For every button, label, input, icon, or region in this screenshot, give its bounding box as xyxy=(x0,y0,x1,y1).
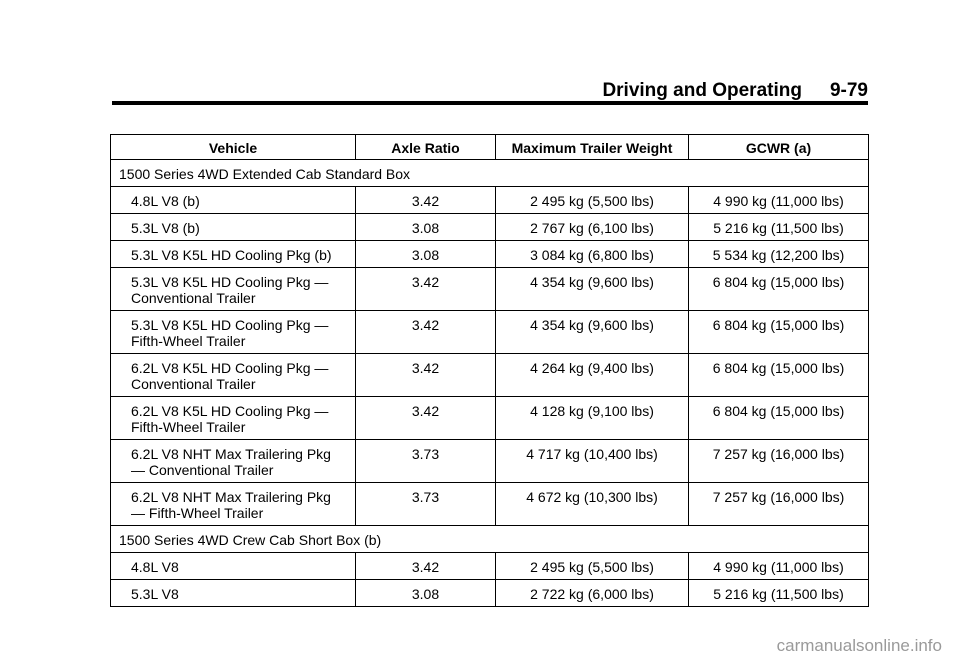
axle-ratio-cell: 3.73 xyxy=(356,440,496,483)
vehicle-cell xyxy=(111,268,356,311)
vehicle-cell xyxy=(111,440,356,483)
vehicle-line: 6.2L V8 K5L HD Cooling Pkg — xyxy=(131,403,329,419)
axle-ratio-cell: 3.08 xyxy=(356,580,496,607)
table-row xyxy=(111,553,869,580)
table-row xyxy=(111,268,869,311)
gcwr-cell: 7 257 kg (16,000 lbs) xyxy=(689,440,869,483)
vehicle-cell xyxy=(111,553,356,580)
header-rule xyxy=(112,101,868,105)
vehicle-cell xyxy=(111,354,356,397)
vehicle-line: 4.8L V8 (b) xyxy=(131,193,200,209)
table-row xyxy=(111,440,869,483)
vehicle-line: 5.3L V8 xyxy=(131,586,179,602)
trailer-weight-table xyxy=(110,134,869,607)
max-trailer-weight-cell: 2 722 kg (6,000 lbs) xyxy=(496,580,689,607)
vehicle-line: 6.2L V8 K5L HD Cooling Pkg — xyxy=(131,360,329,376)
column-header-max-trailer-weight: Maximum Trailer Weight xyxy=(496,135,689,160)
gcwr-cell: 6 804 kg (15,000 lbs) xyxy=(689,311,869,354)
max-trailer-weight-cell: 3 084 kg (6,800 lbs) xyxy=(496,241,689,268)
vehicle-line: 5.3L V8 K5L HD Cooling Pkg (b) xyxy=(131,247,332,263)
gcwr-cell: 5 534 kg (12,200 lbs) xyxy=(689,241,869,268)
max-trailer-weight-cell: 2 495 kg (5,500 lbs) xyxy=(496,553,689,580)
axle-ratio-cell: 3.08 xyxy=(356,214,496,241)
max-trailer-weight-cell: 4 354 kg (9,600 lbs) xyxy=(496,268,689,311)
gcwr-cell: 6 804 kg (15,000 lbs) xyxy=(689,268,869,311)
section-row xyxy=(111,160,869,187)
gcwr-cell: 5 216 kg (11,500 lbs) xyxy=(689,214,869,241)
vehicle-cell xyxy=(111,580,356,607)
vehicle-line: Conventional Trailer xyxy=(131,290,256,306)
column-header-gcwr: GCWR (a) xyxy=(689,135,869,160)
axle-ratio-cell: 3.42 xyxy=(356,553,496,580)
vehicle-line: 5.3L V8 K5L HD Cooling Pkg — xyxy=(131,274,329,290)
gcwr-cell: 5 216 kg (11,500 lbs) xyxy=(689,580,869,607)
vehicle-line: Fifth-Wheel Trailer xyxy=(131,419,246,435)
axle-ratio-cell: 3.42 xyxy=(356,397,496,440)
gcwr-cell: 4 990 kg (11,000 lbs) xyxy=(689,553,869,580)
page-number: 9-79 xyxy=(829,80,868,101)
vehicle-cell xyxy=(111,187,356,214)
vehicle-line: — Fifth-Wheel Trailer xyxy=(131,505,264,521)
axle-ratio-cell: 3.73 xyxy=(356,483,496,526)
vehicle-line: 6.2L V8 NHT Max Trailering Pkg xyxy=(131,489,331,505)
table-row xyxy=(111,354,869,397)
page-header-title xyxy=(602,80,868,102)
vehicle-line: 4.8L V8 xyxy=(131,559,179,575)
table-row xyxy=(111,397,869,440)
table-row xyxy=(111,241,869,268)
gcwr-cell: 6 804 kg (15,000 lbs) xyxy=(689,397,869,440)
axle-ratio-cell: 3.08 xyxy=(356,241,496,268)
axle-ratio-cell: 3.42 xyxy=(356,311,496,354)
section-title-cell: 1500 Series 4WD Extended Cab Standard Box xyxy=(111,160,869,187)
table-row xyxy=(111,580,869,607)
axle-ratio-cell: 3.42 xyxy=(356,268,496,311)
vehicle-line: 5.3L V8 K5L HD Cooling Pkg — xyxy=(131,317,329,333)
vehicle-line: Conventional Trailer xyxy=(131,376,256,392)
vehicle-line: 5.3L V8 (b) xyxy=(131,220,200,236)
vehicle-cell xyxy=(111,397,356,440)
column-header-vehicle: Vehicle xyxy=(111,135,356,160)
table-row xyxy=(111,311,869,354)
vehicle-line: Fifth-Wheel Trailer xyxy=(131,333,246,349)
gcwr-cell: 6 804 kg (15,000 lbs) xyxy=(689,354,869,397)
vehicle-cell xyxy=(111,483,356,526)
gcwr-cell: 7 257 kg (16,000 lbs) xyxy=(689,483,869,526)
max-trailer-weight-cell: 2 495 kg (5,500 lbs) xyxy=(496,187,689,214)
section-title-cell: 1500 Series 4WD Crew Cab Short Box (b) xyxy=(111,526,869,553)
table-row xyxy=(111,214,869,241)
max-trailer-weight-cell: 4 264 kg (9,400 lbs) xyxy=(496,354,689,397)
axle-ratio-cell: 3.42 xyxy=(356,354,496,397)
table-row xyxy=(111,187,869,214)
vehicle-line: 6.2L V8 NHT Max Trailering Pkg xyxy=(131,446,331,462)
max-trailer-weight-cell: 4 717 kg (10,400 lbs) xyxy=(496,440,689,483)
max-trailer-weight-cell: 4 354 kg (9,600 lbs) xyxy=(496,311,689,354)
watermark: carmanualsonline.info xyxy=(776,636,942,655)
max-trailer-weight-cell: 2 767 kg (6,100 lbs) xyxy=(496,214,689,241)
vehicle-line: — Conventional Trailer xyxy=(131,462,274,478)
table-row xyxy=(111,483,869,526)
section-title: Driving and Operating xyxy=(602,80,802,101)
column-header-axle-ratio: Axle Ratio xyxy=(356,135,496,160)
vehicle-cell xyxy=(111,311,356,354)
axle-ratio-cell: 3.42 xyxy=(356,187,496,214)
vehicle-cell xyxy=(111,241,356,268)
vehicle-cell xyxy=(111,214,356,241)
max-trailer-weight-cell: 4 128 kg (9,100 lbs) xyxy=(496,397,689,440)
table-header-row xyxy=(111,135,869,160)
gcwr-cell: 4 990 kg (11,000 lbs) xyxy=(689,187,869,214)
section-row xyxy=(111,526,869,553)
max-trailer-weight-cell: 4 672 kg (10,300 lbs) xyxy=(496,483,689,526)
page-header xyxy=(112,80,868,102)
